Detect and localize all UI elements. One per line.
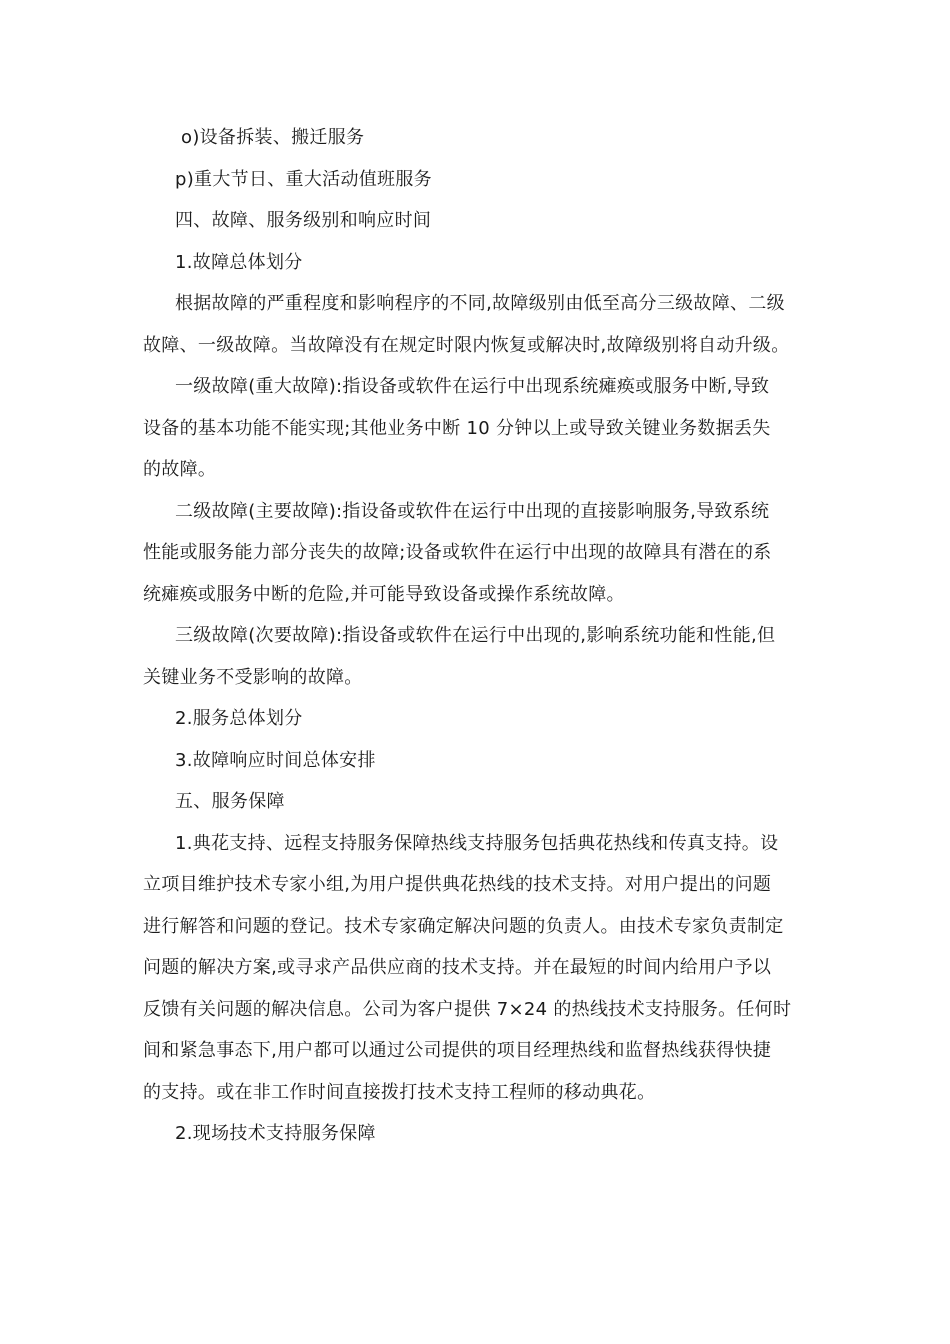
list-item-o: o)设备拆装、搬迁服务 <box>181 127 365 148</box>
paragraph-line: 进行解答和问题的登记。技术专家确定解决问题的负责人。由技术专家负责制定 <box>143 915 784 937</box>
paragraph-line: 根据故障的严重程度和影响程序的不同,故障级别由低至高分三级故障、二级 <box>175 293 785 314</box>
paragraph-line: 三级故障(次要故障):指设备或软件在运行中出现的,影响系统功能和性能,但 <box>175 625 776 646</box>
paragraph-line: 问题的解决方案,或寻求产品供应商的技术支持。并在最短的时间内给用户予以 <box>143 957 772 978</box>
subheading-service-classification: 2.服务总体划分 <box>175 708 303 729</box>
section-heading-4: 四、故障、服务级别和响应时间 <box>175 210 432 231</box>
subheading-response-time: 3.故障响应时间总体安排 <box>175 749 376 771</box>
paragraph-line: 二级故障(主要故障):指设备或软件在运行中出现的直接影响服务,导致系统 <box>175 500 770 522</box>
section-heading-5: 五、服务保障 <box>175 791 285 812</box>
paragraph-line: 统瘫痪或服务中断的危险,并可能导致设备或操作系统故障。 <box>143 583 625 605</box>
paragraph-line: 的故障。 <box>143 459 217 480</box>
list-item-p: p)重大节日、重大活动值班服务 <box>175 168 432 190</box>
paragraph-line: 性能或服务能力部分丧失的故障;设备或软件在运行中出现的故障具有潜在的系 <box>143 542 772 563</box>
paragraph-line: 一级故障(重大故障):指设备或软件在运行中出现系统瘫痪或服务中断,导致 <box>175 376 770 397</box>
document-page <box>143 117 811 1155</box>
paragraph-line: 1.典花支持、远程支持服务保障热线支持服务包括典花热线和传真支持。设 <box>175 832 779 854</box>
paragraph-line: 设备的基本功能不能实现;其他业务中断 10 分钟以上或导致关键业务数据丢失 <box>143 417 771 439</box>
paragraph-line: 的支持。或在非工作时间直接拨打技术支持工程师的移动典花。 <box>143 1081 656 1103</box>
paragraph-line: 立项目维护技术专家小组,为用户提供典花热线的技术支持。对用户提出的问题 <box>143 874 772 895</box>
paragraph-line: 间和紧急事态下,用户都可以通过公司提供的项目经理热线和监督热线获得快捷 <box>143 1040 772 1061</box>
subheading-fault-classification: 1.故障总体划分 <box>175 251 303 273</box>
paragraph-line: 故障、一级故障。当故障没有在规定时限内恢复或解决时,故障级别将自动升级。 <box>143 334 790 356</box>
paragraph-line: 反馈有关问题的解决信息。公司为客户提供 7×24 的热线技术支持服务。任何时 <box>143 998 792 1020</box>
paragraph-line: 关键业务不受影响的故障。 <box>143 666 363 688</box>
subheading-onsite-support: 2.现场技术支持服务保障 <box>175 1123 376 1144</box>
